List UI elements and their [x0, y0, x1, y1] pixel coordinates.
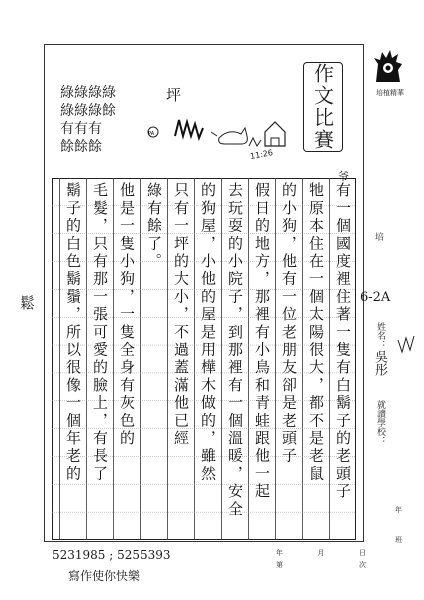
name-label: 姓名：: [375, 322, 385, 349]
class-label: 班: [395, 536, 402, 544]
date-month-label: 月: [317, 549, 325, 557]
page-row: [276, 560, 366, 570]
doodle-line: 有有有: [60, 121, 102, 137]
check-mark-icon: [396, 330, 416, 360]
grid-column: 牠原本住在一個太陽很大，都不是老鼠: [307, 182, 325, 483]
grid-column: 去玩耍的小院子，到那裡有一個溫暖，安全: [226, 182, 244, 519]
writing-grid: [52, 178, 356, 540]
year-label: 年: [395, 506, 402, 514]
margin-mark: 爷: [338, 170, 349, 183]
contest-badge: 作文比賽: [303, 62, 343, 152]
svg-text:PA: PA: [148, 131, 155, 137]
date-row: [276, 548, 366, 558]
slogan: 寫作使你快樂: [68, 569, 141, 583]
contact-phones: 5231985 ; 5255393: [52, 548, 171, 562]
page-suffix-label: 次: [359, 561, 366, 569]
grid-column: 的小狗，他有一位老朋友卻是老頭子: [280, 182, 298, 466]
lion-logo-icon: [370, 48, 406, 88]
doodle-line: 綠綠綠餘: [60, 103, 116, 119]
date-year-label: 年: [276, 549, 283, 557]
doodle-line: 綠綠綠綠: [60, 85, 116, 101]
grid-column: 假日的地方，那裡有小鳥和青蛙跟他一起: [253, 182, 271, 501]
doodle-ping: 坪: [166, 86, 182, 104]
doodle-drawing-icon: [145, 110, 305, 160]
grid-column: 毛髮，只有那一張可愛的臉上，有長了: [91, 182, 109, 483]
page-prefix-label: 第: [276, 561, 283, 569]
time-note: 11:26: [249, 148, 274, 161]
school-logo: [370, 48, 406, 88]
logo-caption: 培植精華: [376, 89, 404, 97]
grid-column: 的狗屋，小他的屋是用樺木做的，雖然: [199, 182, 217, 483]
grid-column: 只有一坪的大小，不過蓋滿他已經: [172, 182, 190, 448]
doodle-line: 餘餘餘: [60, 139, 102, 155]
margin-correction: 鬆: [20, 294, 36, 312]
grid-column: 綠有餘了。: [145, 182, 163, 271]
date-day-label: 日: [359, 549, 366, 557]
school-label: 就讀學校：: [375, 400, 385, 445]
class-code: 6-2A: [360, 290, 391, 305]
side-title: 培: [373, 232, 383, 243]
student-name: 吳彤: [372, 350, 387, 376]
grid-column: 他是一隻小狗，一隻全身有灰色的: [118, 182, 136, 448]
grid-column: 鬍子的白色鬍鬚，所以很像一個年老的: [64, 182, 82, 483]
grid-column: 有一個國度裡住著一隻有白鬍子的老頭子: [334, 182, 352, 501]
